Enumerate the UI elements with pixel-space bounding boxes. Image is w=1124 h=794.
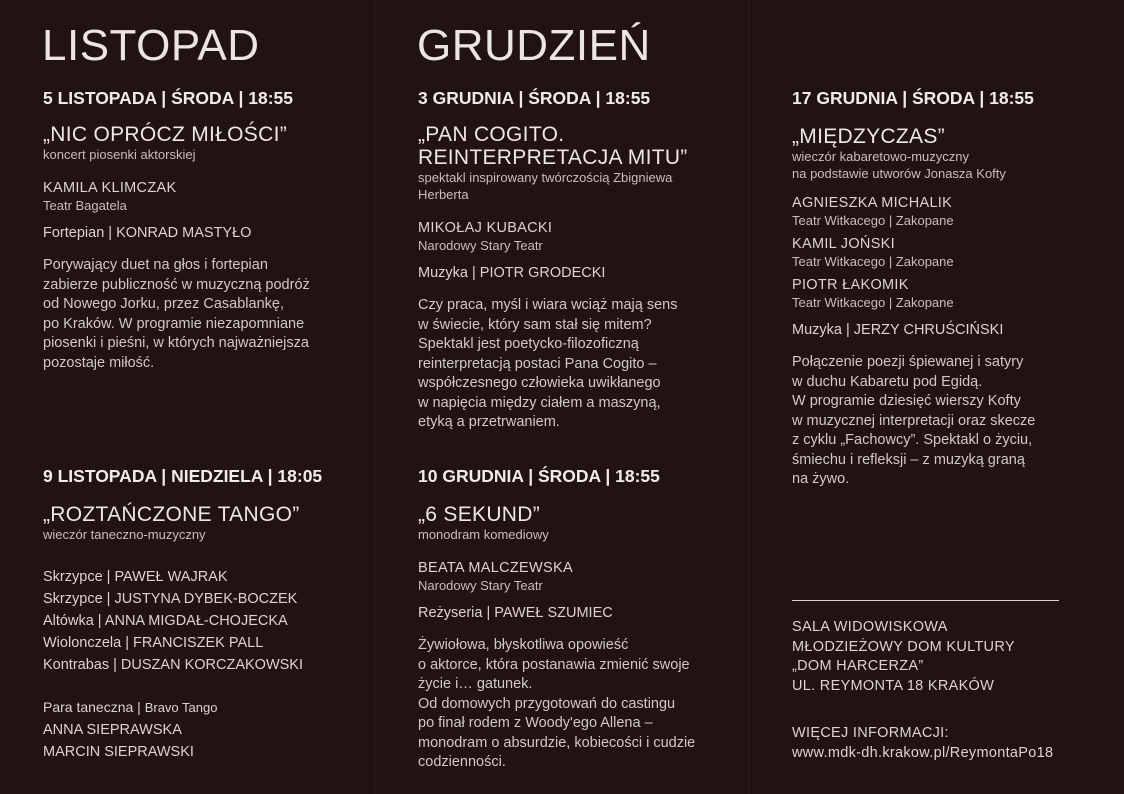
performer-name: KAMIL JOŃSKI (792, 236, 895, 252)
description-line: współczesnego człowieka uwikłanego (418, 375, 661, 391)
event-title-line: REINTERPRETACJA MITU” (418, 146, 688, 169)
description-line: po finał rodem z Woody'ego Allena – (418, 715, 653, 731)
dancers-group: Bravo Tango (144, 700, 218, 715)
fold-line-1 (374, 0, 375, 794)
musician-credit: Skrzypce | JUSTYNA DYBEK-BOCZEK (43, 591, 298, 607)
performer-affiliation: Narodowy Stary Teatr (418, 578, 543, 593)
performer-affiliation: Teatr Bagatela (43, 198, 127, 213)
event-credit: Fortepian | KONRAD MASTYŁO (43, 225, 252, 241)
description-line: w napięcia między ciałem a maszyną, (418, 394, 661, 411)
description-line: z cyklu „Fachowcy”. Spektakl o życiu, (792, 432, 1033, 448)
venue-line: MŁODZIEŻOWY DOM KULTURY (792, 638, 1015, 655)
event-roztanczone-tango (43, 503, 343, 763)
dancer-name: MARCIN SIEPRAWSKI (43, 744, 194, 760)
performer-entry (792, 276, 1082, 311)
description-line: Czy praca, myśl i wiara wciąż mają sens (418, 297, 678, 313)
dancers-credit (43, 696, 343, 719)
description-line: piosenki i pieśni, w których najważniejsza (43, 335, 309, 351)
more-info-url[interactable]: www.mdk-dh.krakow.pl/ReymontaPo18 (792, 744, 1054, 761)
divider (792, 600, 1059, 601)
event-date: 10 GRUDNIA | ŚRODA | 18:55 (418, 466, 660, 486)
description-line: śmiechu i refleksji – z muzyką graną (792, 451, 1025, 468)
description-line: Od domowych przygotowań do castingu (418, 695, 676, 712)
dancer-name: ANNA SIEPRAWSKA (43, 722, 182, 738)
description-line: w muzycznej interpretacji oraz skecze (792, 412, 1036, 429)
event-title: „MIĘDZYCZAS” (792, 125, 945, 148)
event-credit: Muzyka | PIOTR GRODECKI (418, 265, 606, 281)
performer-affiliation: Teatr Witkacego | Zakopane (792, 295, 954, 310)
description-line: o aktorce, która postanawia zmienić swoje (418, 656, 690, 673)
event-subtitle: monodram komediowy (418, 527, 549, 542)
event-subtitle: wieczór taneczno-muzyczny (43, 527, 206, 542)
musician-credit: Wiolonczela | FRANCISZEK PALL (43, 635, 264, 651)
event-date: 9 LISTOPADA | NIEDZIELA | 18:05 (43, 466, 323, 486)
description-line: zabierze publiczność w muzyczną podróż (43, 276, 310, 293)
event-title: „6 SEKUND” (418, 503, 541, 526)
performer-affiliation: Narodowy Stary Teatr (418, 238, 543, 253)
month-heading-grudzien: GRUDZIEŃ (417, 21, 651, 70)
description-line: monodram o absurdzie, kobiecości i cudzie (418, 734, 696, 751)
description-line: od Nowego Jorku, przez Casablankę, (43, 296, 284, 312)
event-nic-oprocz-milosci (43, 123, 343, 373)
venue-info (792, 618, 1092, 696)
musicians-list (43, 566, 343, 676)
venue-line: „DOM HARCERZA” (792, 658, 924, 674)
musician-credit: Kontrabas | DUSZAN KORCZAKOWSKI (43, 657, 303, 673)
description-line: Spektakl jest poetycko-filozoficzną (418, 336, 639, 352)
description-line: pozostaje miłość. (43, 354, 155, 371)
event-title: „ROZTAŃCZONE TANGO” (43, 503, 300, 526)
event-subtitle-line: wieczór kabaretowo-muzyczny (792, 149, 970, 164)
venue-line: SALA WIDOWISKOWA (792, 619, 948, 635)
performer-affiliation: Teatr Witkacego | Zakopane (792, 254, 954, 269)
performer-name: BEATA MALCZEWSKA (418, 560, 573, 576)
month-heading-listopad: LISTOPAD (42, 21, 260, 70)
musician-credit: Skrzypce | PAWEŁ WAJRAK (43, 569, 228, 585)
event-credit: Muzyka | JERZY CHRUŚCIŃSKI (792, 322, 1004, 338)
event-miedzyczas (792, 125, 1082, 490)
event-subtitle-line: na podstawie utworów Jonasza Kofty (792, 166, 1006, 181)
event-date: 5 LISTOPADA | ŚRODA | 18:55 (43, 88, 293, 108)
venue-line: UL. REYMONTA 18 KRAKÓW (792, 677, 995, 694)
description-line: reinterpretacją postaci Pana Cogito – (418, 355, 657, 372)
description-line: po Kraków. W programie niezapomniane (43, 315, 305, 332)
description-line: Połączenie poezji śpiewanej i satyry (792, 354, 1024, 370)
musician-credit: Altówka | ANNA MIGDAŁ-CHOJECKA (43, 613, 288, 629)
description-line: W programie dziesięć wierszy Kofty (792, 393, 1021, 409)
fold-line-2 (748, 0, 749, 794)
performer-name: PIOTR ŁAKOMIK (792, 277, 909, 293)
description-line: Żywiołowa, błyskotliwa opowieść (418, 637, 629, 653)
dancers-label: Para taneczna | (43, 699, 145, 715)
performer-entry (792, 194, 1082, 229)
event-description (43, 256, 343, 373)
description-line: życie i… gatunek. (418, 676, 533, 692)
event-credit: Reżyseria | PAWEŁ SZUMIEC (418, 605, 613, 621)
performer-name: KAMILA KLIMCZAK (43, 180, 177, 196)
event-subtitle-line: Herberta (418, 187, 469, 202)
event-title: „NIC OPRÓCZ MIŁOŚCI” (43, 123, 288, 146)
more-info-label: WIĘCEJ INFORMACJI: (792, 725, 949, 741)
event-6-sekund (418, 503, 728, 773)
event-description (418, 296, 728, 433)
event-subtitle: koncert piosenki aktorskiej (43, 147, 196, 162)
event-date: 3 GRUDNIA | ŚRODA | 18:55 (418, 88, 651, 108)
event-subtitle-line: spektakl inspirowany twórczością Zbigniewa (418, 170, 673, 185)
description-line: na żywo. (792, 471, 850, 487)
event-date: 17 GRUDNIA | ŚRODA | 18:55 (792, 88, 1034, 108)
event-description (792, 353, 1082, 490)
performer-entry (792, 235, 1082, 270)
event-description (418, 636, 728, 773)
event-title-line: „PAN COGITO. (418, 123, 565, 146)
description-line: w duchu Kabaretu pod Egidą. (792, 373, 983, 390)
performer-name: MIKOŁAJ KUBACKI (418, 220, 553, 236)
description-line: etyką a przetrwaniem. (418, 414, 560, 430)
more-info (792, 724, 1092, 763)
description-line: Porywający duet na głos i fortepian (43, 257, 268, 273)
performer-affiliation: Teatr Witkacego | Zakopane (792, 213, 954, 228)
description-line: codzienności. (418, 754, 506, 770)
performer-name: AGNIESZKA MICHALIK (792, 195, 953, 211)
event-pan-cogito (418, 123, 728, 433)
description-line: w świecie, który sam stał się mitem? (418, 316, 652, 333)
